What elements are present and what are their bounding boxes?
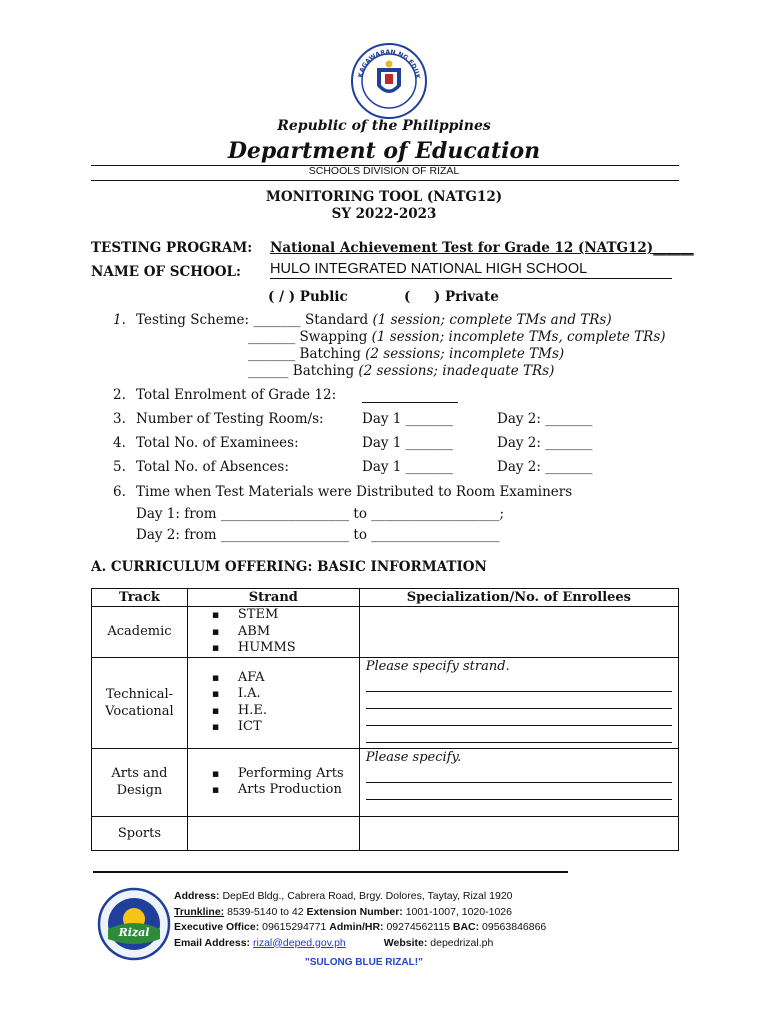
scheme-option-name: Swapping xyxy=(299,329,368,345)
track-cell: Technical-Vocational xyxy=(92,657,188,748)
strand-cell xyxy=(187,657,359,748)
email-line xyxy=(174,936,546,952)
examinees-day2: Day 2: _______ xyxy=(497,435,593,451)
scheme-option-standard xyxy=(305,312,612,328)
specialization-cell xyxy=(359,607,678,658)
address-line xyxy=(174,889,546,905)
scheme-option-name: Batching xyxy=(299,346,361,362)
bac-label: BAC: xyxy=(452,921,480,933)
footer-rule xyxy=(93,871,568,873)
item-1-number: 1. xyxy=(113,312,126,328)
item-6-number: 6. xyxy=(113,484,126,500)
public-option: ( / ) Public xyxy=(268,289,348,305)
trunkline-label: Trunkline: xyxy=(174,905,225,918)
email-label: Email Address: xyxy=(174,936,251,949)
scheme-option-blank: ______ xyxy=(248,363,289,379)
scheme-option-swapping xyxy=(248,329,666,345)
absences-label: Total No. of Absences: xyxy=(136,459,289,475)
track-cell: Academic xyxy=(92,607,188,658)
scheme-option-note: (2 sessions; inadequate TRs) xyxy=(358,363,555,379)
item-2-number: 2. xyxy=(113,387,126,403)
fill-line xyxy=(366,783,672,800)
scheme-option-note: (2 sessions; incomplete TMs) xyxy=(365,346,565,362)
extension-value: 1001-1007, 1020-1026 xyxy=(405,905,512,918)
specialization-cell xyxy=(359,657,678,748)
division-logo xyxy=(97,887,171,961)
school-value: HULO INTEGRATED NATIONAL HIGH SCHOOL xyxy=(270,261,672,279)
private-option: ( ) Private xyxy=(404,289,499,305)
time-day2: Day 2: from ___________________ to ___________________ xyxy=(136,527,500,543)
address-label: Address: xyxy=(174,890,220,902)
fill-line xyxy=(366,692,672,709)
specialization-cell xyxy=(359,748,678,816)
table-row xyxy=(92,607,679,658)
enrolment-label: Total Enrolment of Grade 12: xyxy=(136,387,337,403)
specify-prompt: Please specify strand. xyxy=(365,658,510,674)
exec-value: 09615294771 xyxy=(262,921,327,933)
address-value: DepEd Bldg., Cabrera Road, Brgy. Dolores, Taytay, Rizal 1920 xyxy=(222,890,513,902)
specify-prompt: Please specify. xyxy=(365,749,462,765)
email-link[interactable]: rizal@deped.gov.ph xyxy=(252,936,346,949)
column-header-specialization: Specialization/No. of Enrollees xyxy=(359,589,678,607)
admin-value: 09274562115 xyxy=(386,921,450,933)
svg-text:Rizal: Rizal xyxy=(118,926,150,939)
section-a-heading: A. CURRICULUM OFFERING: BASIC INFORMATION xyxy=(91,559,487,575)
examinees-day1: Day 1 _______ xyxy=(362,435,453,451)
column-header-track: Track xyxy=(92,589,188,607)
extension-label: Extension Number: xyxy=(306,905,403,918)
rooms-label: Number of Testing Room/s: xyxy=(136,411,324,427)
testing-program-value: National Achievement Test for Grade 12 (NATG12)______ xyxy=(270,240,694,256)
website-value: depedrizal.ph xyxy=(430,936,494,949)
curriculum-table xyxy=(91,588,679,851)
examinees-label: Total No. of Examinees: xyxy=(136,435,299,451)
strand-item: ▪ H.E. xyxy=(212,703,359,720)
deped-seal xyxy=(350,42,428,120)
scheme-option-batching-1 xyxy=(248,346,564,362)
time-day1: Day 1: from ___________________ to ___________________; xyxy=(136,506,505,522)
enrolment-blank xyxy=(362,402,458,403)
strand-item: ▪ I.A. xyxy=(212,686,359,703)
strand-item: ▪ ABM xyxy=(212,624,359,641)
department-title: Department of Education xyxy=(227,138,541,164)
slogan: "SULONG BLUE RIZAL!" xyxy=(305,957,423,968)
scheme-option-note: (1 session; complete TMs and TRs) xyxy=(372,312,612,328)
absences-day2: Day 2: _______ xyxy=(497,459,593,475)
strand-list xyxy=(188,670,359,736)
item-5-number: 5. xyxy=(113,459,126,475)
strand-cell xyxy=(187,816,359,850)
strand-item: ▪ HUMMS xyxy=(212,640,359,657)
contact-line xyxy=(174,920,546,936)
strand-item: ▪ Arts Production xyxy=(212,782,359,799)
strand-item: ▪ ICT xyxy=(212,719,359,736)
fill-line xyxy=(366,766,672,783)
division-name: SCHOOLS DIVISION OF RIZAL xyxy=(308,165,460,177)
scheme-option-blank: _______ xyxy=(248,346,296,362)
rooms-day1: Day 1 _______ xyxy=(362,411,453,427)
strand-item: ▪ STEM xyxy=(212,607,359,624)
footer-address xyxy=(174,889,546,951)
table-row xyxy=(92,657,679,748)
table-row xyxy=(92,748,679,816)
item-3-number: 3. xyxy=(113,411,126,427)
table-header-row xyxy=(92,589,679,607)
table-row xyxy=(92,816,679,850)
form-title: MONITORING TOOL (NATG12) xyxy=(265,189,503,205)
fill-line xyxy=(366,675,672,692)
track-cell: Sports xyxy=(92,816,188,850)
strand-item: ▪ Performing Arts xyxy=(212,766,359,783)
track-cell: Arts and Design xyxy=(92,748,188,816)
strand-cell xyxy=(187,607,359,658)
item-4-number: 4. xyxy=(113,435,126,451)
strand-list xyxy=(188,607,359,657)
bac-value: 09563846866 xyxy=(482,921,547,933)
republic-line: Republic of the Philippines xyxy=(277,118,491,134)
strand-item: ▪ AFA xyxy=(212,670,359,687)
trunkline-value: 8539-5140 to 42 xyxy=(227,905,304,918)
column-header-strand: Strand xyxy=(187,589,359,607)
svg-text:KAGAWARAN NG EDUKASYON: KAGAWARAN NG EDUK xyxy=(357,48,421,80)
header-rule-bottom xyxy=(91,180,679,181)
scheme-option-name: Standard xyxy=(305,312,369,328)
time-label: Time when Test Materials were Distributed to Room Examiners xyxy=(136,484,573,500)
scheme-option-batching-2 xyxy=(248,363,554,379)
scheme-option-name: Batching xyxy=(292,363,355,379)
scheme-option-blank: _______ xyxy=(248,329,296,345)
rooms-day2: Day 2: _______ xyxy=(497,411,593,427)
strand-list xyxy=(188,766,359,799)
admin-label: Admin/HR: xyxy=(329,921,384,933)
trunkline-line xyxy=(174,905,546,921)
exec-label: Executive Office: xyxy=(174,921,260,933)
absences-day1: Day 1 _______ xyxy=(362,459,453,475)
school-label: NAME OF SCHOOL: xyxy=(91,264,242,280)
testing-scheme-label: Testing Scheme: _______ xyxy=(136,312,301,328)
fill-line xyxy=(366,726,672,743)
testing-program-label: TESTING PROGRAM: xyxy=(91,240,253,256)
fill-line xyxy=(366,709,672,726)
website-label: Website: xyxy=(383,936,428,949)
school-year: SY 2022-2023 xyxy=(331,206,437,222)
specialization-cell xyxy=(359,816,678,850)
scheme-option-note: (1 session; incomplete TMs, complete TRs) xyxy=(371,329,666,345)
strand-cell xyxy=(187,748,359,816)
